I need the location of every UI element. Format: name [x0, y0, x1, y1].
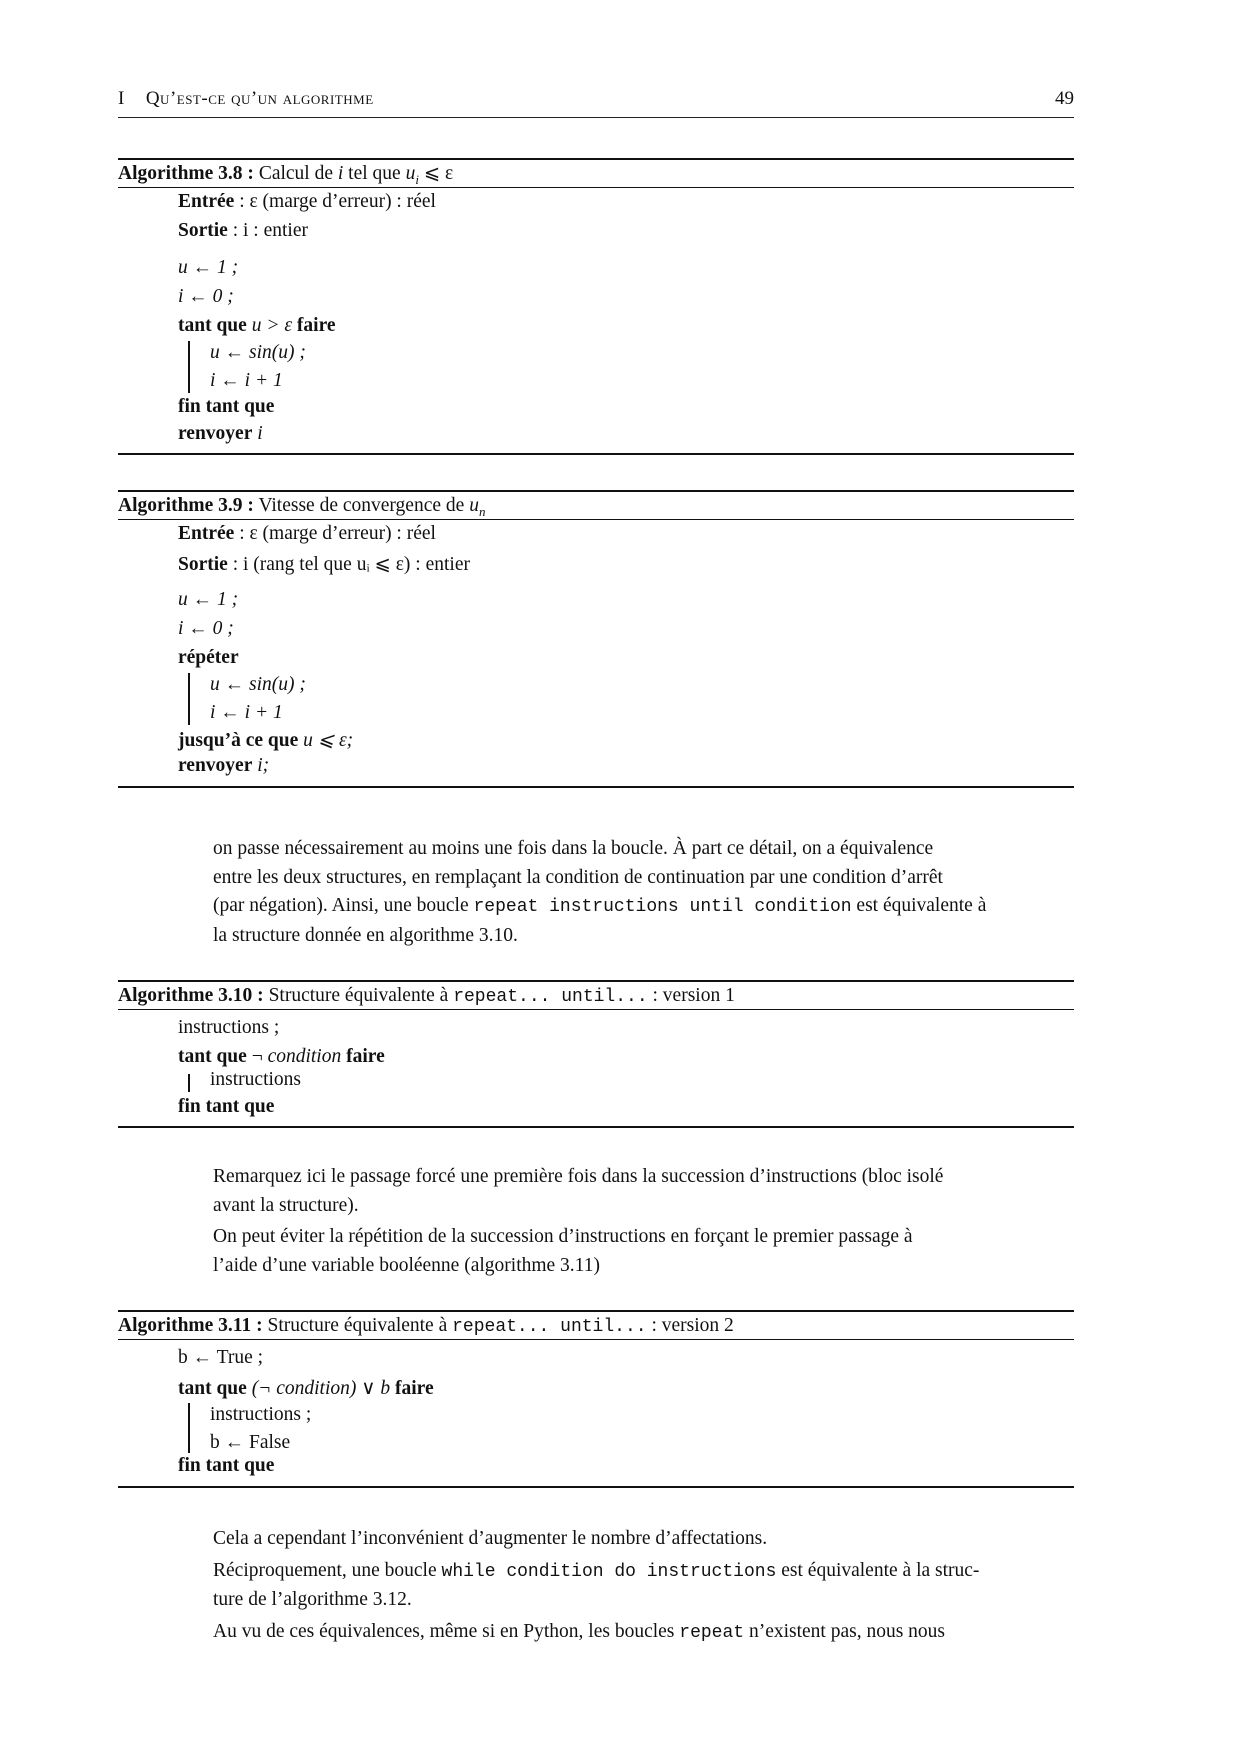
algorithm-3-10	[118, 980, 1074, 1128]
algorithm-caption: Algorithme 3.10 : Structure équivalente à repeat... until... : version 1	[118, 982, 1074, 1010]
input-line: Entrée : ε (marge d’erreur) : réel	[178, 523, 436, 544]
code-line: u ← sin(u) ;	[210, 342, 306, 363]
code-line: b ← False	[210, 1432, 291, 1453]
algorithm-3-8	[118, 158, 1074, 455]
block-bar	[188, 1403, 190, 1453]
end-while-line: fin tant que	[178, 1096, 275, 1117]
algorithm-caption: Algorithme 3.8 : Calcul de i tel que $u_i$ ⩽ ε	[118, 160, 1074, 188]
code-line: instructions ;	[210, 1404, 312, 1425]
inline-code: repeat instructions until condition	[473, 897, 852, 917]
code-line: u ← sin(u) ;	[210, 674, 306, 695]
page-number: 49	[1055, 88, 1074, 109]
body-paragraph: Cela a cependant l’inconvénient d’augmenter le nombre d’affectations. Réciproquement, une boucle while condition do instructions est équivalente à la struc- ture de l’algorithme 3.12. Au vu de ces équivalences, même si en Python, les boucles repeat n’existent pas, nous nous	[213, 1528, 980, 1643]
input-line: Entrée : ε (marge d’erreur) : réel	[178, 191, 436, 212]
chapter-heading	[118, 88, 374, 110]
algorithm-caption: Algorithme 3.11 : Structure équivalente à repeat... until... : version 2	[118, 1312, 1074, 1340]
output-line: Sortie : i (rang tel que uᵢ ⩽ ε) : entier	[178, 554, 470, 575]
block-bar	[188, 673, 190, 725]
block-bar	[188, 1074, 190, 1092]
code-line: instructions	[210, 1069, 301, 1090]
while-line: tant que ¬ condition faire	[178, 1046, 385, 1067]
inline-code: while condition do instructions	[441, 1561, 777, 1582]
algorithm-3-9	[118, 490, 1074, 788]
header-rule	[118, 117, 1074, 118]
while-line: tant que u > ε faire	[178, 315, 336, 336]
code-line: u ← 1 ;	[178, 257, 239, 278]
output-line: Sortie : i : entier	[178, 220, 308, 241]
end-while-line: fin tant que	[178, 396, 275, 417]
running-header	[118, 88, 1074, 114]
inline-code: repeat	[679, 1622, 745, 1643]
algorithm-caption: Algorithme 3.9 : Vitesse de convergence de $u_n$	[118, 492, 1074, 520]
return-line: renvoyer i;	[178, 755, 270, 776]
algorithm-3-11	[118, 1310, 1074, 1490]
repeat-line: répéter	[178, 647, 239, 668]
chapter-number: I	[118, 88, 125, 109]
code-line: i ← 0 ;	[178, 618, 234, 639]
code-line: u ← 1 ;	[178, 589, 239, 610]
body-paragraph: Remarquez ici le passage forcé une première fois dans la succession d’instructions (bloc isolé avant la structure). On peut éviter la répétition de la succession d’instructions en forçant le premier passage à l’aide d’une variable booléenne (algorithme 3.11)	[213, 1166, 944, 1276]
code-line: instructions ;	[178, 1017, 280, 1038]
code-line: i ← i + 1	[210, 370, 283, 391]
code-line: i ← i + 1	[210, 702, 283, 723]
end-while-line: fin tant que	[178, 1455, 275, 1476]
until-line: jusqu’à ce que u ⩽ ε;	[178, 730, 354, 751]
code-line: b ← True ;	[178, 1347, 264, 1368]
while-line: tant que (¬ condition) ∨ b faire	[178, 1378, 434, 1399]
return-line: renvoyer i	[178, 423, 263, 444]
chapter-title: Qu’est-ce qu’un algorithme	[145, 88, 374, 109]
body-paragraph: on passe nécessairement au moins une fois dans la boucle. À part ce détail, on a équivalence entre les deux structures, en remplaçant la condition de continuation par une condition d’arrêt (par négation). Ainsi, une boucle repeat instructions until condition est équivalente à la structure donnée en algorithme 3.10.	[213, 838, 987, 946]
code-line: i ← 0 ;	[178, 286, 234, 307]
block-bar	[188, 341, 190, 393]
